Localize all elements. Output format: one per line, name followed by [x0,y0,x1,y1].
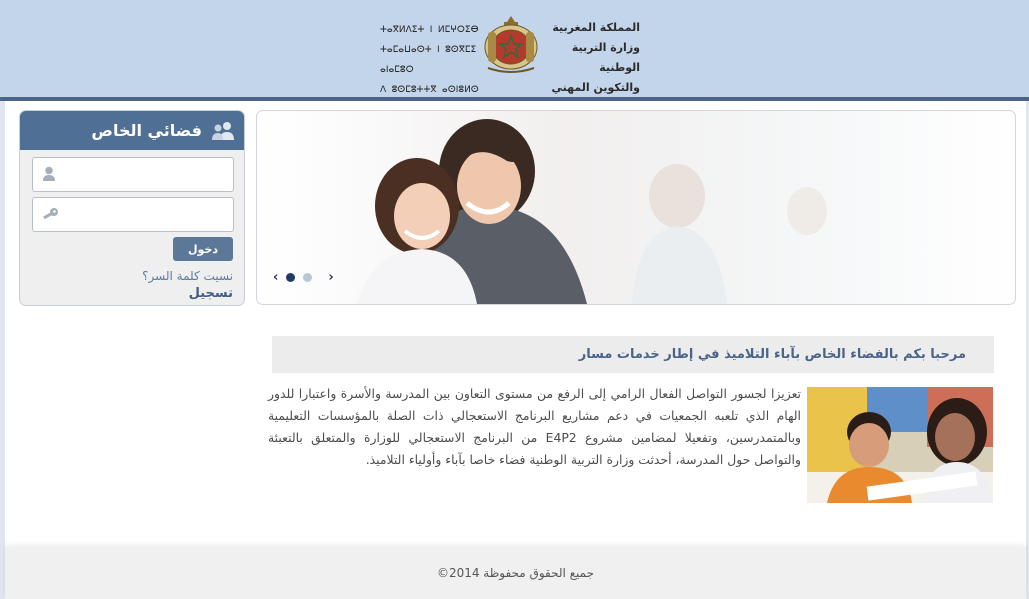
register-link[interactable]: تسجيل [188,286,233,301]
slider-dot-1[interactable] [286,273,295,282]
ministry-line-2: وزارة التربية الوطنية [571,41,640,74]
ministry-name-tifinagh [380,20,480,100]
login-title: فضائي الخاص [91,121,202,140]
slider-dot-2[interactable] [303,273,312,282]
ministry-line-1: المملكة المغربية [552,21,640,34]
intro-paragraph: تعزيزا لجسور التواصل الفعال الرامي إلى الرفع من مستوى التعاون بين المدرسة والأسرة واعتبارا للدور الهام الذي تلعبه الجمعيات في دعم مشاريع البرنامج الاستعجالي ذات الصلة بالمؤسسات التعليمية وبالمتمدرسين، وتفعيلا لمضامين مشروع E4P2 من البرنامج الاستعجالي للوزارة والمتعلق بالتعبئة والتواصل حول المدرسة، أحدثت وزارة التربية الوطنية فضاء خاصا بآباء وأولياء التلاميذ. [268,386,801,467]
copyright-text: جميع الحقوق محفوظة 2014© [436,566,595,580]
password-input[interactable] [67,198,231,231]
mother-daughter-photo [347,111,907,304]
slider-controls [273,270,334,285]
key-icon [42,206,60,225]
children-reading-photo [807,387,993,503]
ministry-line-3: والتكوين المهني [551,81,640,94]
forgot-password-link[interactable]: نسيت كلمة السر؟ [142,269,233,283]
users-icon [210,121,236,141]
slider-prev-arrow[interactable]: ‹ [273,270,279,285]
username-input[interactable] [67,158,231,191]
site-footer [5,547,1026,599]
ministry-logo[interactable] [380,14,640,95]
password-field[interactable] [32,197,234,232]
login-panel [19,110,245,306]
site-header [0,0,1029,101]
tifinagh-line-2: ⵜⴰⵎⴰⵡⴰⵙⵜ ⵏ ⵓⵙⴳⵎⵉ ⴰⵏⴰⵎⵓⵔ [380,45,477,75]
welcome-title: مرحبا بكم بالفضاء الخاص بآباء التلاميذ في إطار خدمات مسار [272,336,994,373]
tifinagh-line-1: ⵜⴰⴳⵍⴷⵉⵜ ⵏ ⵍⵎⵖⵔⵉⴱ [380,25,479,35]
tifinagh-line-3: ⴷ ⵓⵙⵎⵓⵜⵜⴳ ⴰⵙⵏⵓⵍⵙ [380,85,479,95]
login-button[interactable]: دخول [173,237,233,261]
hero-slider [256,110,1016,305]
login-header [20,111,244,150]
ministry-name-arabic [530,18,640,98]
username-field[interactable] [32,157,234,192]
user-icon [42,166,56,186]
slider-next-arrow[interactable]: › [328,270,334,285]
